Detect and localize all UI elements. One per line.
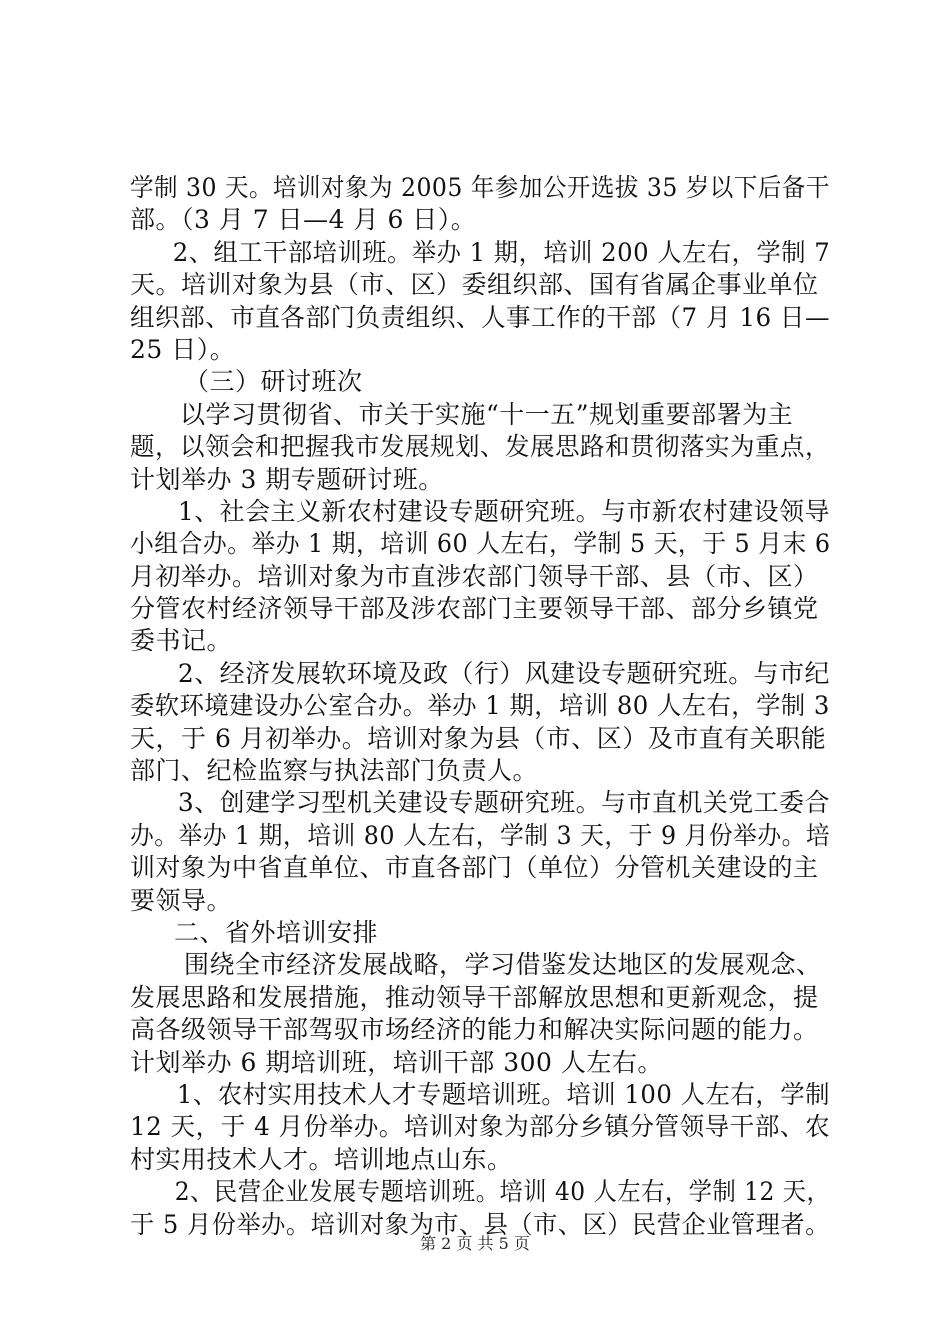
text-line: 办。举办 1 期，培训 80 人左右，学制 3 天，于 9 月份举办。培 [130,820,831,850]
text-line: 月初举办。培训对象为市直涉农部门领导干部、县（市、区） [130,561,819,591]
text-line: 25 日）。 [130,334,236,364]
text-line: 围绕全市经济发展战略，学习借鉴发达地区的发展观念、 [184,950,822,980]
text-line: 高各级领导干部驾驭市场经济的能力和解决实际问题的能力。 [130,1015,819,1045]
text-line: 委软环境建设办公室合办。举办 1 期，培训 80 人左右，学制 3 [130,691,830,721]
text-line: 二、省外培训安排 [174,917,379,947]
text-line: 1、社会主义新农村建设专题研究班。与市新农村建设领导 [177,496,830,526]
text-line: 计划举办 3 期专题研讨班。 [130,464,444,494]
text-line: 以学习贯彻省、市关于实施“十一五”规划重要部署为主 [180,399,794,429]
document-body [130,172,830,1241]
text-line: 村实用技术人才。培训地点山东。 [130,1144,513,1174]
text-line: 小组合办。举办 1 期，培训 60 人左右，学制 5 天，于 5 月末 6 [130,529,831,559]
text-line: 2、经济发展软环境及政（行）风建设专题研究班。与市纪 [177,658,830,688]
text-line: 分管农村经济领导干部及涉农部门主要领导干部、部分乡镇党 [130,594,819,624]
page-footer: 第 2 页 共 5 页 [420,1234,530,1253]
text-line: 委书记。 [130,626,233,656]
text-line: 学制 30 天。培训对象为 2005 年参加公开选拔 35 岁以下后备干 [130,173,830,202]
text-line: 训对象为中省直单位、市直各部门（单位）分管机关建设的主 [130,853,819,883]
text-line: 天，于 6 月初举办。培训对象为县（市、区）及市直有关职能 [130,723,827,753]
text-line: 于 5 月份举办。培训对象为市、县（市、区）民营企业管理者。 [130,1209,830,1239]
text-line: 部。（3 月 7 日—4 月 6 日）。 [130,205,477,235]
text-line: 组织部、市直各部门负责组织、人事工作的干部（7 月 16 日— [130,302,831,332]
text-line: 2、民营企业发展专题培训班。培训 40 人左右，学制 12 天， [174,1177,831,1207]
text-line: 计划举办 6 期培训班，培训干部 300 人左右。 [130,1047,663,1077]
text-line: 3、创建学习型机关建设专题研究班。与市直机关党工委合 [177,788,830,818]
text-line: 天。培训对象为县（市、区）委组织部、国有省属企事业单位 [130,270,819,300]
text-line: 部门、纪检监察与执法部门负责人。 [130,756,539,786]
text-line: 2、组工干部培训班。举办 1 期，培训 200 人左右，学制 7 [172,237,831,267]
text-line: 发展思路和发展措施，推动领导干部解放思想和更新观念，提 [130,982,819,1012]
text-line: 要领导。 [130,885,233,915]
text-line: 题，以领会和把握我市发展规划、发展思路和贯彻落实为重点， [130,432,831,462]
text-line: 12 天，于 4 月份举办。培训对象为部分乡镇分管领导干部、农 [130,1112,831,1142]
text-line: 1、农村实用技术人才专题培训班。培训 100 人左右，学制 [176,1079,831,1109]
text-line: （三）研讨班次 [184,367,363,397]
